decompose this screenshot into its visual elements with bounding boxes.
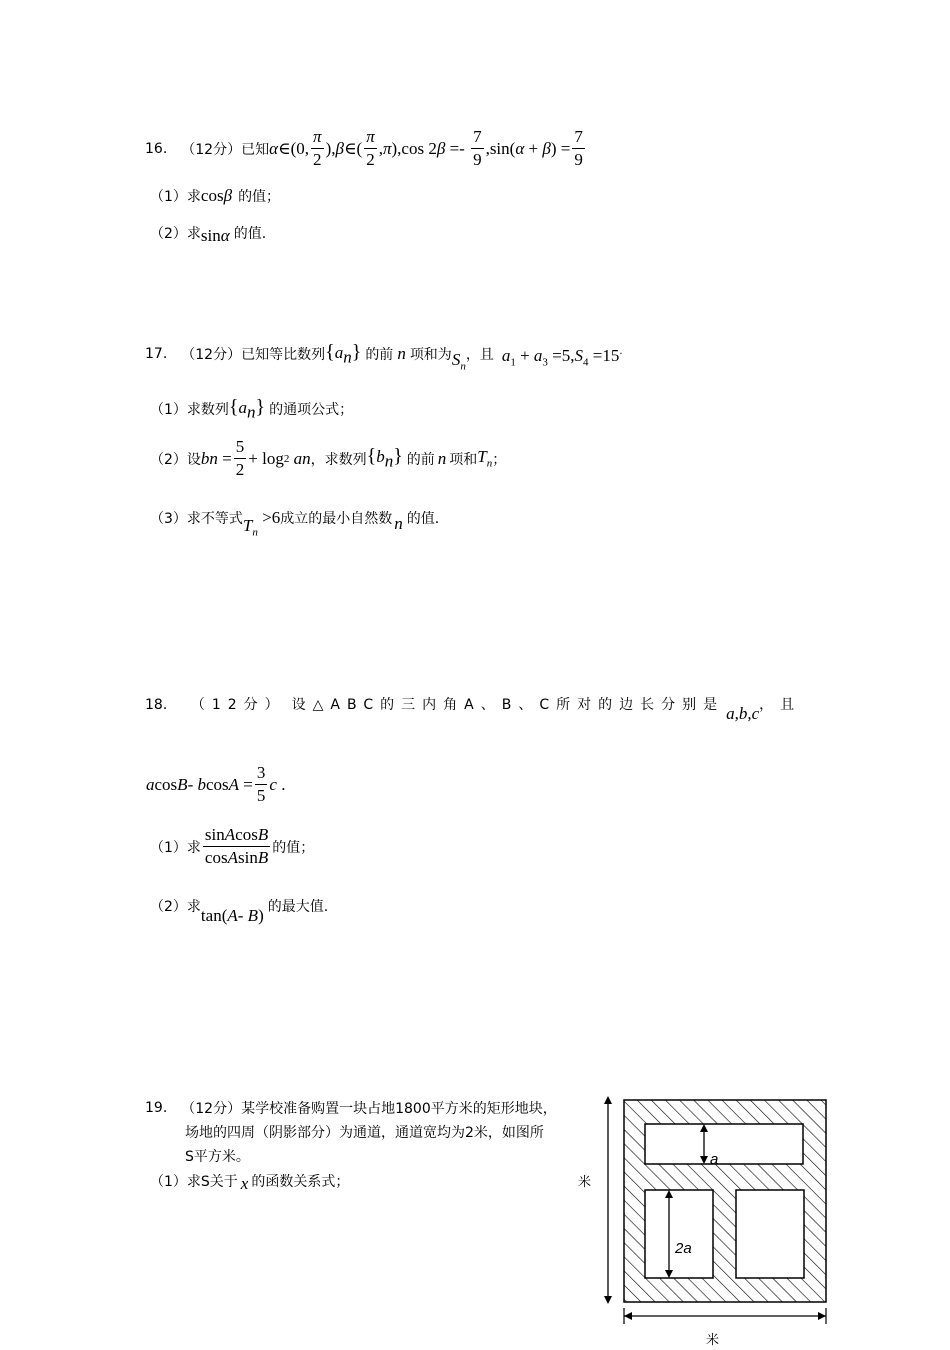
- q17-and: ，且: [465, 347, 494, 364]
- q19-p1-x: x: [240, 1174, 249, 1193]
- q17-number: 17.: [145, 346, 168, 363]
- q16-p1-math: cosβ: [200, 186, 233, 205]
- q16-condition: α ∈(0, $\frac{\pi}{2}$ ), β ∈( $\frac{\pi}{2}$ , π ),cos 2 β =- $\frac{7}{9}$ ,sin( α + β ) = $\frac{7}{9}$: [269, 127, 583, 169]
- q17-p2-end: ；: [492, 451, 507, 468]
- q16-number: 16.: [145, 140, 168, 157]
- q17-sequence: $\{a_n\}$: [325, 341, 362, 367]
- q17-p3-tail: 的值.: [406, 511, 440, 528]
- q18-number: 18．: [145, 697, 177, 713]
- field-top-region: [645, 1124, 803, 1164]
- q17-p3-T: $T_n$: [242, 516, 258, 539]
- q17-front: 的前: [365, 347, 394, 364]
- q17-n: n: [397, 344, 406, 364]
- q18-p2-label: （2）求: [150, 899, 201, 915]
- q16-p1-tail: 的值；: [238, 189, 281, 205]
- label-bottom-unit: 米: [706, 1333, 720, 1348]
- q17-p2-mid: ，求数列: [310, 451, 367, 468]
- label-a: a: [710, 1151, 719, 1168]
- q18-p1-label: （1）求: [150, 839, 201, 856]
- q17-p1-tail: 的通项公式；: [269, 402, 354, 419]
- q19-figure: [570, 1090, 870, 1350]
- q19-number: 19.: [145, 1100, 168, 1116]
- q18-stem: [145, 684, 801, 724]
- field-lower-right: [736, 1190, 804, 1278]
- label-side-unit: 米: [578, 1175, 592, 1190]
- q16-stem: [145, 126, 587, 171]
- q17-p2-sum: 项和: [449, 451, 478, 468]
- q17-p1-seq: $\{a_n\}$: [228, 396, 266, 422]
- q16-part2: [150, 220, 266, 246]
- q19-score: （12分）: [181, 1101, 242, 1117]
- q19-line1: [145, 1098, 557, 1118]
- q17-stem: 17. （12分） 已知等比数列 $\{a_n\}$ 的前 n 项和为 $S_n$ ，且 $a_1 + a_3 =5,S_4 =15$ ·: [145, 341, 623, 373]
- q19-text3: S平方米。: [185, 1149, 250, 1165]
- field-lower-left: [645, 1190, 713, 1278]
- q17-condition: $a_1 + a_3 =5,S_4 =15$: [501, 346, 620, 369]
- q18-intro: 设△ABC的三内角A、B、C所对的边长分别是: [291, 697, 725, 713]
- q17-p3-n: n: [394, 514, 403, 534]
- q18-sides: a,b,c: [726, 704, 760, 723]
- q19-text2: 场地的四周（阴影部分）为通道，通道宽均为2米，如图所: [185, 1125, 544, 1141]
- q16-part1: [150, 186, 280, 206]
- q18-part2: [150, 886, 328, 926]
- q16-p2-label: （2）求: [150, 226, 201, 242]
- q17-p3-ineq: >6: [257, 508, 281, 528]
- q17-S: $S_n$: [451, 350, 466, 373]
- q19-p1-label: （1）求S关于: [150, 1174, 238, 1190]
- q16-p2-tail: 的值.: [233, 226, 267, 242]
- q17-p2-seq: $\{b_n\}$: [366, 445, 403, 471]
- q19-line3: [185, 1146, 250, 1166]
- q16-p1-label: （1）求: [150, 189, 201, 205]
- q17-part2: [150, 436, 506, 481]
- q17-p2-n: n: [437, 448, 447, 468]
- q19-line2: [185, 1122, 544, 1142]
- q17-p2-T: $T_n$: [477, 447, 493, 470]
- q18-condition: a cos B - b cos A = $\frac{3}{5}$ c .: [146, 763, 286, 805]
- label-2a: 2a: [675, 1240, 692, 1257]
- q19-text1: 某学校准备购置一块占地1800平方米的矩形地块，: [241, 1101, 557, 1117]
- q17-sum-text: 项和为: [409, 347, 452, 364]
- q17-p1-label: （1）求数列: [150, 402, 229, 419]
- q16-p2-math: sinα: [200, 226, 230, 245]
- q17-intro: 已知等比数列: [241, 347, 326, 364]
- q18-and: ，且: [759, 697, 802, 713]
- q17-p3-text: 成立的最小自然数: [280, 511, 393, 528]
- q17-p2-label: （2）设: [150, 451, 201, 468]
- q17-part3: [150, 498, 439, 538]
- q18-p1-tail: 的值；: [272, 839, 315, 856]
- q17-score: （12分）: [181, 347, 242, 364]
- q18-p2-tail: 的最大值.: [267, 899, 329, 915]
- q19-p1-tail: 的函数关系式；: [251, 1174, 350, 1190]
- q17-part1: [150, 396, 353, 422]
- q18-score: （12分）: [190, 697, 286, 713]
- q17-p3-label: （3）求不等式: [150, 511, 243, 528]
- q17-p2-math: b n = $\frac{5}{2}$ + log 2 a n: [200, 437, 311, 479]
- q19-part1: [150, 1168, 349, 1194]
- q16-score: （12分）: [181, 141, 242, 158]
- q17-p2-front: 的前: [406, 451, 435, 468]
- q18-p2-math: tan(A- B): [200, 906, 264, 925]
- q18-part1: [150, 824, 314, 869]
- q16-known: 已知: [241, 141, 270, 158]
- q18-p1-frac: $\frac{\text{sinAcosB}}{\text{cosAsinB}}$: [204, 825, 269, 867]
